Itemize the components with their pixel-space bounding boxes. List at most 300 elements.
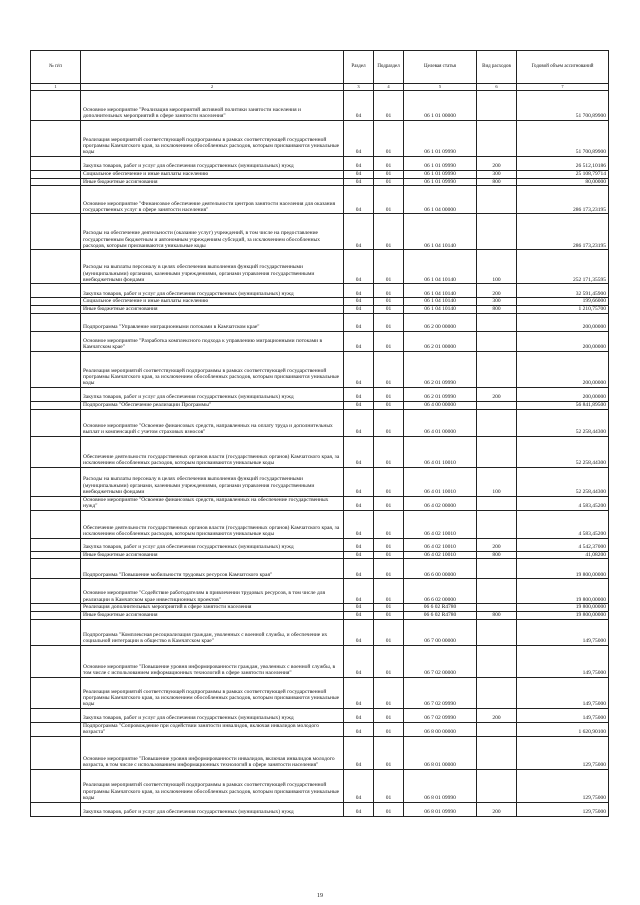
row-target-article: 06 1 04 00000 xyxy=(404,186,477,214)
table-row xyxy=(31,708,609,722)
row-amount: 19 800,00000 xyxy=(517,579,609,604)
row-target-article: 06 2 00 00000 xyxy=(404,313,477,331)
row-number xyxy=(31,579,81,604)
row-number xyxy=(31,409,81,436)
table-row xyxy=(31,284,609,298)
row-name: Закупка товаров, работ и услуг для обеспечения государственных (муниципальных) нужд xyxy=(81,538,344,551)
row-subsection: 01 xyxy=(374,722,404,736)
row-section: 04 xyxy=(344,708,374,722)
row-target-article: 06 6 02 R4780 xyxy=(404,604,477,612)
row-number xyxy=(31,645,81,677)
row-subsection: 01 xyxy=(374,604,404,612)
row-subsection: 01 xyxy=(374,559,404,579)
row-number xyxy=(31,250,81,284)
table-row xyxy=(31,214,609,250)
row-name: Реализация мероприятий соответствующей подпрограммы в рамках соответствующей государственной программы Камчатского края, за исключением обособленных расходов, которым присваиваются уникальные коды xyxy=(81,769,344,802)
column-number-row xyxy=(31,84,609,91)
row-subsection: 01 xyxy=(374,178,404,186)
row-section: 04 xyxy=(344,313,374,331)
row-section: 04 xyxy=(344,736,374,769)
row-name: Подпрограмма "Управление миграционными потоками в Камчатском крае" xyxy=(81,313,344,331)
row-subsection: 01 xyxy=(374,708,404,722)
row-expense-type: 200 xyxy=(477,538,517,551)
row-target-article: 06 8 01 09990 xyxy=(404,802,477,816)
row-name: Иные бюджетные ассигнования xyxy=(81,306,344,314)
row-section: 04 xyxy=(344,331,374,351)
row-expense-type xyxy=(477,722,517,736)
row-amount: 52 258,44300 xyxy=(517,467,609,496)
table-row xyxy=(31,436,609,467)
table-row xyxy=(31,121,609,157)
row-target-article: 06 4 02 10010 xyxy=(404,538,477,551)
row-section: 04 xyxy=(344,409,374,436)
row-amount: 200,00000 xyxy=(517,351,609,387)
row-section: 04 xyxy=(344,467,374,496)
table-row xyxy=(31,611,609,619)
row-name: Социальное обеспечение и иные выплаты населению xyxy=(81,298,344,306)
row-name: Основное мероприятие "Повышение уровня информированности инвалидов, включая инвалидов молодого возраста, в том числе с использованием информационных технологий в сфере занятости населения" xyxy=(81,736,344,769)
row-amount: 80,00000 xyxy=(517,178,609,186)
row-section: 04 xyxy=(344,214,374,250)
table-row xyxy=(31,551,609,559)
row-number xyxy=(31,331,81,351)
row-number xyxy=(31,186,81,214)
row-name: Обеспечение деятельности государственных органов власти (государственных органов) Камчатского края, за исключением обособленных расходов, которым присваиваются уникальные коды xyxy=(81,510,344,538)
row-section: 04 xyxy=(344,551,374,559)
row-expense-type xyxy=(477,91,517,121)
row-number xyxy=(31,538,81,551)
row-target-article: 06 7 02 09990 xyxy=(404,677,477,708)
row-amount: 252 171,35595 xyxy=(517,250,609,284)
row-subsection: 01 xyxy=(374,157,404,171)
row-subsection: 01 xyxy=(374,736,404,769)
row-amount: 1 620,90100 xyxy=(517,722,609,736)
row-amount: 200,00000 xyxy=(517,313,609,331)
row-name: Подпрограмма "Комплексная ресоциализация граждан, уволенных с военной службы, и обеспечение их социальной интеграции в общество в Камчатском крае" xyxy=(81,619,344,645)
table-row xyxy=(31,91,609,121)
table-row xyxy=(31,171,609,179)
row-amount: 129,75000 xyxy=(517,736,609,769)
row-name: Реализация мероприятий соответствующей подпрограммы в рамках соответствующей государственной программы Камчатского края, за исключением обособленных расходов, которым присваиваются уникальные коды xyxy=(81,121,344,157)
header-number: № п/п xyxy=(31,51,81,84)
row-subsection: 01 xyxy=(374,351,404,387)
header-section: Раздел xyxy=(344,51,374,84)
row-expense-type: 100 xyxy=(477,250,517,284)
row-subsection: 01 xyxy=(374,121,404,157)
row-subsection: 01 xyxy=(374,331,404,351)
row-section: 04 xyxy=(344,178,374,186)
row-number xyxy=(31,510,81,538)
row-section: 04 xyxy=(344,611,374,619)
row-subsection: 01 xyxy=(374,91,404,121)
row-target-article: 06 1 04 10140 xyxy=(404,214,477,250)
row-number xyxy=(31,91,81,121)
table-body xyxy=(31,91,609,817)
row-name: Расходы на выплаты персоналу в целях обеспечения выполнения функций государственными (муниципальными) органами, казенными учреждениями, органами управления государственными внебюджетными фондами xyxy=(81,250,344,284)
row-expense-type: 800 xyxy=(477,306,517,314)
row-subsection: 01 xyxy=(374,171,404,179)
row-name: Иные бюджетные ассигнования xyxy=(81,178,344,186)
row-subsection: 01 xyxy=(374,401,404,409)
row-subsection: 01 xyxy=(374,250,404,284)
row-subsection: 01 xyxy=(374,510,404,538)
table-row xyxy=(31,178,609,186)
row-number xyxy=(31,214,81,250)
table-row xyxy=(31,496,609,510)
row-expense-type xyxy=(477,313,517,331)
row-number xyxy=(31,121,81,157)
row-subsection: 01 xyxy=(374,551,404,559)
table-row xyxy=(31,538,609,551)
row-amount: 19 800,00000 xyxy=(517,611,609,619)
row-name: Подпрограмма "Обеспечение реализации Программы" xyxy=(81,401,344,409)
row-section: 04 xyxy=(344,559,374,579)
row-subsection: 01 xyxy=(374,645,404,677)
row-amount: 199,66000 xyxy=(517,298,609,306)
row-expense-type: 200 xyxy=(477,387,517,401)
row-target-article: 06 1 01 09990 xyxy=(404,178,477,186)
row-amount: 51 700,89900 xyxy=(517,91,609,121)
table-row xyxy=(31,619,609,645)
table-row xyxy=(31,157,609,171)
row-amount: 4 583,45200 xyxy=(517,496,609,510)
row-expense-type xyxy=(477,121,517,157)
row-section: 04 xyxy=(344,538,374,551)
table-row xyxy=(31,331,609,351)
row-name: Социальное обеспечение и иные выплаты населению xyxy=(81,171,344,179)
row-name: Реализация мероприятий соответствующей подпрограммы в рамках соответствующей государственной программы Камчатского края, за исключением обособленных расходов, которым присваиваются уникальные коды xyxy=(81,677,344,708)
row-subsection: 01 xyxy=(374,214,404,250)
row-number xyxy=(31,171,81,179)
row-name: Закупка товаров, работ и услуг для обеспечения государственных (муниципальных) нужд xyxy=(81,284,344,298)
row-name: Основное мероприятие "Освоение финансовых средств, направленных на обеспечение государственных нужд" xyxy=(81,496,344,510)
row-target-article: 06 4 01 00000 xyxy=(404,409,477,436)
row-expense-type: 200 xyxy=(477,157,517,171)
row-number xyxy=(31,467,81,496)
row-number xyxy=(31,306,81,314)
column-number: 3 xyxy=(344,84,374,91)
header-annual-amount: Годовой объем ассигнований xyxy=(517,51,609,84)
row-section: 04 xyxy=(344,351,374,387)
row-amount: 286 173,23195 xyxy=(517,186,609,214)
row-expense-type: 300 xyxy=(477,171,517,179)
row-expense-type: 100 xyxy=(477,467,517,496)
row-name: Обеспечение деятельности государственных органов власти (государственных органов) Камчатского края, за исключением обособленных расходов, которым присваиваются уникальные коды xyxy=(81,436,344,467)
row-amount: 200,00000 xyxy=(517,387,609,401)
header-name xyxy=(81,51,344,84)
row-amount: 149,75000 xyxy=(517,677,609,708)
row-name: Закупка товаров, работ и услуг для обеспечения государственных (муниципальных) нужд xyxy=(81,708,344,722)
row-section: 04 xyxy=(344,645,374,677)
row-target-article: 06 6 02 00000 xyxy=(404,579,477,604)
row-amount: 56 841,89500 xyxy=(517,401,609,409)
row-section: 04 xyxy=(344,157,374,171)
table-row xyxy=(31,802,609,816)
row-subsection: 01 xyxy=(374,769,404,802)
row-amount: 4 542,37000 xyxy=(517,538,609,551)
row-expense-type: 800 xyxy=(477,551,517,559)
row-name: Реализация дополнительных мероприятий в сфере занятости населения xyxy=(81,604,344,612)
row-name: Основное мероприятие "Повышение уровня информированности граждан, уволенных с военной службы, в том числе с использованием информационных технологий в сфере занятости населения" xyxy=(81,645,344,677)
row-amount: 32 591,45900 xyxy=(517,284,609,298)
row-expense-type xyxy=(477,401,517,409)
row-expense-type xyxy=(477,677,517,708)
row-target-article: 06 1 04 10140 xyxy=(404,284,477,298)
row-section: 04 xyxy=(344,387,374,401)
row-name: Иные бюджетные ассигнования xyxy=(81,551,344,559)
table-row xyxy=(31,722,609,736)
row-target-article: 06 8 01 09990 xyxy=(404,769,477,802)
row-subsection: 01 xyxy=(374,619,404,645)
row-expense-type xyxy=(477,604,517,612)
column-number: 1 xyxy=(31,84,81,91)
row-target-article: 06 1 01 00000 xyxy=(404,91,477,121)
table-row xyxy=(31,409,609,436)
row-expense-type xyxy=(477,645,517,677)
row-subsection: 01 xyxy=(374,409,404,436)
row-section: 04 xyxy=(344,401,374,409)
row-number xyxy=(31,677,81,708)
row-amount: 4 583,45200 xyxy=(517,510,609,538)
table-row xyxy=(31,677,609,708)
row-amount: 286 173,23195 xyxy=(517,214,609,250)
row-number xyxy=(31,708,81,722)
row-expense-type xyxy=(477,351,517,387)
row-name: Основное мероприятие "Разработка комплексного подхода к управлению миграционными потоками в Камчатском крае" xyxy=(81,331,344,351)
row-section: 04 xyxy=(344,436,374,467)
row-subsection: 01 xyxy=(374,186,404,214)
row-name: Закупка товаров, работ и услуг для обеспечения государственных (муниципальных) нужд xyxy=(81,802,344,816)
row-expense-type xyxy=(477,769,517,802)
row-target-article: 06 8 00 00000 xyxy=(404,722,477,736)
table-row xyxy=(31,559,609,579)
table-row xyxy=(31,769,609,802)
row-number xyxy=(31,313,81,331)
table-row xyxy=(31,250,609,284)
row-expense-type xyxy=(477,186,517,214)
row-subsection: 01 xyxy=(374,436,404,467)
budget-table xyxy=(30,50,609,817)
row-expense-type: 800 xyxy=(477,178,517,186)
table-header-row xyxy=(31,51,609,84)
row-number xyxy=(31,611,81,619)
row-amount: 52 258,44300 xyxy=(517,436,609,467)
row-number xyxy=(31,496,81,510)
row-expense-type: 200 xyxy=(477,708,517,722)
row-target-article: 06 8 01 00000 xyxy=(404,736,477,769)
table-row xyxy=(31,298,609,306)
row-section: 04 xyxy=(344,510,374,538)
row-expense-type xyxy=(477,496,517,510)
table-row xyxy=(31,645,609,677)
row-section: 04 xyxy=(344,306,374,314)
row-number xyxy=(31,802,81,816)
row-target-article: 06 7 00 00000 xyxy=(404,619,477,645)
row-target-article: 06 1 04 10140 xyxy=(404,250,477,284)
column-number: 5 xyxy=(404,84,477,91)
row-number xyxy=(31,284,81,298)
row-amount: 129,75000 xyxy=(517,802,609,816)
row-section: 04 xyxy=(344,171,374,179)
row-section: 04 xyxy=(344,604,374,612)
table-row xyxy=(31,467,609,496)
row-section: 04 xyxy=(344,802,374,816)
header-subsection: Подраздел xyxy=(374,51,404,84)
row-expense-type: 800 xyxy=(477,611,517,619)
row-target-article: 06 4 02 00000 xyxy=(404,496,477,510)
row-expense-type: 300 xyxy=(477,298,517,306)
row-target-article: 06 7 02 00000 xyxy=(404,645,477,677)
row-expense-type: 200 xyxy=(477,802,517,816)
row-expense-type xyxy=(477,619,517,645)
row-amount: 25 108,79714 xyxy=(517,171,609,179)
row-name: Расходы на выплаты персоналу в целях обеспечения выполнения функций государственными (муниципальными) органами, казенными учреждениями, органами управления государственными внебюджетными фондами xyxy=(81,467,344,496)
row-target-article: 06 2 01 09990 xyxy=(404,351,477,387)
row-number xyxy=(31,298,81,306)
row-name: Основное мероприятие "Освоение финансовых средств, направленных на оплату труда и дополнительных выплат и компенсаций с учетом страховых взносов" xyxy=(81,409,344,436)
table-row xyxy=(31,510,609,538)
row-section: 04 xyxy=(344,769,374,802)
row-target-article: 06 1 04 10140 xyxy=(404,306,477,314)
table-row xyxy=(31,736,609,769)
table-row xyxy=(31,306,609,314)
row-section: 04 xyxy=(344,298,374,306)
row-section: 04 xyxy=(344,579,374,604)
column-number: 6 xyxy=(477,84,517,91)
row-target-article: 06 1 01 09990 xyxy=(404,157,477,171)
row-section: 04 xyxy=(344,284,374,298)
row-subsection: 01 xyxy=(374,677,404,708)
row-subsection: 01 xyxy=(374,284,404,298)
table-row xyxy=(31,401,609,409)
row-subsection: 01 xyxy=(374,306,404,314)
row-number xyxy=(31,157,81,171)
row-subsection: 01 xyxy=(374,802,404,816)
row-number xyxy=(31,551,81,559)
row-number xyxy=(31,604,81,612)
row-number xyxy=(31,351,81,387)
row-subsection: 01 xyxy=(374,467,404,496)
row-subsection: 01 xyxy=(374,387,404,401)
row-section: 04 xyxy=(344,722,374,736)
row-expense-type: 200 xyxy=(477,284,517,298)
row-number xyxy=(31,619,81,645)
row-expense-type xyxy=(477,736,517,769)
header-expense-type: Вид расходов xyxy=(477,51,517,84)
header-target-article: Целевая статья xyxy=(404,51,477,84)
row-amount: 1 210,75700 xyxy=(517,306,609,314)
row-amount: 26 512,10186 xyxy=(517,157,609,171)
row-amount: 51 700,89900 xyxy=(517,121,609,157)
row-name: Расходы на обеспечение деятельности (оказание услуг) учреждений, в том числе на предоставление государственным бюджетным и автономным учреждениям субсидий, за исключением обособленных расходов, которым присваиваются уникальные коды xyxy=(81,214,344,250)
table-row xyxy=(31,351,609,387)
row-number xyxy=(31,401,81,409)
row-subsection: 01 xyxy=(374,611,404,619)
row-amount: 41,08200 xyxy=(517,551,609,559)
row-amount: 149,75000 xyxy=(517,708,609,722)
row-target-article: 06 1 01 09990 xyxy=(404,171,477,179)
row-name: Подпрограмма "Сопровождение при содействии занятости инвалидов, включая инвалидов молодого возраста" xyxy=(81,722,344,736)
row-number xyxy=(31,769,81,802)
row-subsection: 01 xyxy=(374,313,404,331)
row-subsection: 01 xyxy=(374,579,404,604)
row-name: Реализация мероприятий соответствующей подпрограммы в рамках соответствующей государственной программы Камчатского края, за исключением обособленных расходов, которым присваиваются уникальные коды xyxy=(81,351,344,387)
row-target-article: 06 4 01 10010 xyxy=(404,467,477,496)
budget-table-sheet xyxy=(30,50,608,817)
row-amount: 129,75000 xyxy=(517,769,609,802)
row-section: 04 xyxy=(344,250,374,284)
row-amount: 19 800,00000 xyxy=(517,604,609,612)
row-name: Иные бюджетные ассигнования xyxy=(81,611,344,619)
row-expense-type xyxy=(477,409,517,436)
row-name: Подпрограмма "Повышение мобильности трудовых ресурсов Камчатского края" xyxy=(81,559,344,579)
row-expense-type xyxy=(477,214,517,250)
row-name: Закупка товаров, работ и услуг для обеспечения государственных (муниципальных) нужд xyxy=(81,157,344,171)
table-row xyxy=(31,313,609,331)
row-expense-type xyxy=(477,510,517,538)
row-subsection: 01 xyxy=(374,298,404,306)
row-subsection: 01 xyxy=(374,496,404,510)
table-row xyxy=(31,604,609,612)
row-section: 04 xyxy=(344,496,374,510)
row-name: Основное мероприятие "Финансовое обеспечение деятельности центров занятости населения для оказания государственных услуг в сфере занятости населения" xyxy=(81,186,344,214)
row-number xyxy=(31,722,81,736)
row-section: 04 xyxy=(344,619,374,645)
row-expense-type xyxy=(477,559,517,579)
row-subsection: 01 xyxy=(374,538,404,551)
row-target-article: 06 7 02 09990 xyxy=(404,708,477,722)
row-amount: 149,75000 xyxy=(517,645,609,677)
column-number: 7 xyxy=(517,84,609,91)
row-name: Закупка товаров, работ и услуг для обеспечения государственных (муниципальных) нужд xyxy=(81,387,344,401)
column-number: 4 xyxy=(374,84,404,91)
row-amount: 19 800,00000 xyxy=(517,559,609,579)
row-amount: 52 258,44300 xyxy=(517,409,609,436)
row-number xyxy=(31,387,81,401)
row-target-article: 06 4 00 00000 xyxy=(404,401,477,409)
row-target-article: 06 6 02 R4780 xyxy=(404,611,477,619)
row-target-article: 06 1 01 09990 xyxy=(404,121,477,157)
column-number: 2 xyxy=(81,84,344,91)
row-number xyxy=(31,736,81,769)
row-section: 04 xyxy=(344,121,374,157)
row-name: Основное мероприятие "Содействие работодателям в привлечении трудовых ресурсов, в том числе для реализации в Камчатском крае инвестиционных проектов" xyxy=(81,579,344,604)
row-expense-type xyxy=(477,579,517,604)
row-amount: 200,00000 xyxy=(517,331,609,351)
table-row xyxy=(31,387,609,401)
row-number xyxy=(31,436,81,467)
row-target-article: 06 4 01 10010 xyxy=(404,436,477,467)
page-number: 19 xyxy=(317,893,323,899)
table-row xyxy=(31,579,609,604)
row-number xyxy=(31,559,81,579)
row-target-article: 06 6 00 00000 xyxy=(404,559,477,579)
row-target-article: 06 4 02 10010 xyxy=(404,510,477,538)
row-target-article: 06 2 01 09990 xyxy=(404,387,477,401)
row-number xyxy=(31,178,81,186)
row-target-article: 06 1 04 10140 xyxy=(404,298,477,306)
row-section: 04 xyxy=(344,677,374,708)
row-expense-type xyxy=(477,436,517,467)
row-target-article: 06 2 01 00000 xyxy=(404,331,477,351)
row-target-article: 06 4 02 10010 xyxy=(404,551,477,559)
row-expense-type xyxy=(477,331,517,351)
row-name: Основное мероприятие "Реализация мероприятий активной политики занятости населения и дополнительных мероприятий в сфере занятости населения" xyxy=(81,91,344,121)
row-amount: 149,75000 xyxy=(517,619,609,645)
table-row xyxy=(31,186,609,214)
row-section: 04 xyxy=(344,186,374,214)
row-section: 04 xyxy=(344,91,374,121)
